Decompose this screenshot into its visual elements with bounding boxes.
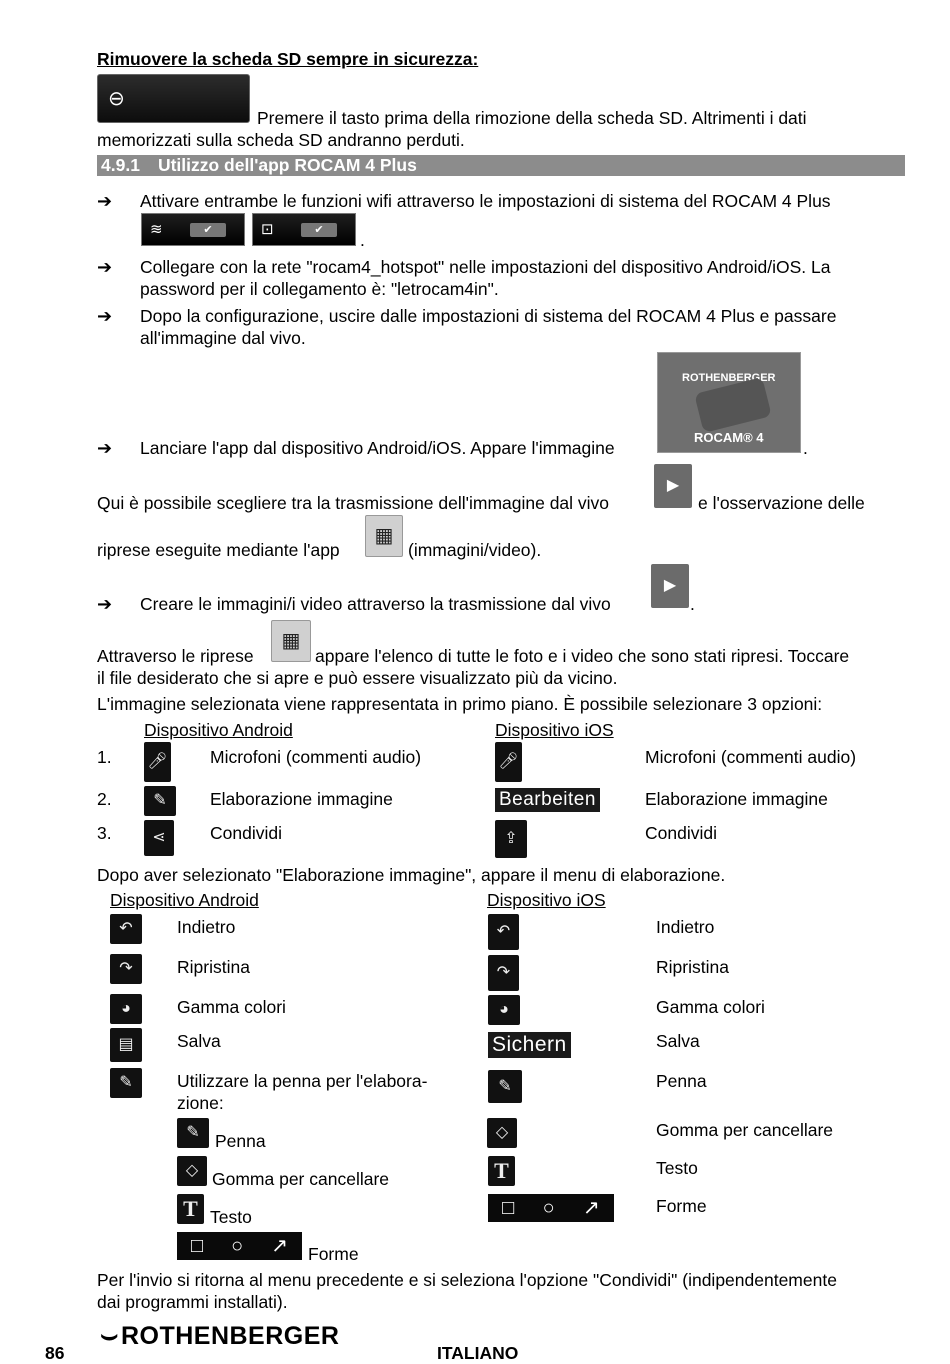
step1-text: Attivare entrambe le funzioni wifi attraverso le impostazioni di sistema del ROCAM 4 Plus <box>140 191 831 211</box>
step4-end: . <box>803 438 808 458</box>
ios-shapes-label: Forme <box>656 1196 707 1216</box>
save-icon[interactable]: ▤ <box>110 1028 142 1062</box>
sd-heading: Rimuovere la scheda SD sempre in sicurezza: <box>97 49 479 69</box>
android-sub-pen-label: Penna <box>215 1131 266 1151</box>
selection-text: L'immagine selezionata viene rappresentata in primo piano. È possibile selezionare 3 opzioni: <box>97 694 823 714</box>
step2-text-2: password per il collegamento è: "letrocam4in". <box>140 279 499 299</box>
arrow-icon: ➔ <box>97 594 113 614</box>
redo-icon[interactable]: ↷ <box>488 955 519 991</box>
check-icon: ✔ <box>301 223 337 237</box>
gallery-icon[interactable]: ▦ <box>365 515 403 557</box>
sd-text-2: memorizzati sulla scheda SD andranno perduti. <box>97 130 465 150</box>
recordings-text-c: il file desiderato che si apre e può essere visualizzato più da vicino. <box>97 668 618 688</box>
live-view-icon[interactable]: ▶ <box>651 564 689 608</box>
ios-save-label: Salva <box>656 1031 700 1051</box>
arrow-icon: ➔ <box>97 191 113 211</box>
pencil-icon[interactable]: ✎ <box>144 786 176 816</box>
choice-text-a: Qui è possibile scegliere tra la trasmissione dell'immagine dal vivo <box>97 493 610 513</box>
row-number: 2. <box>97 789 112 809</box>
android-mic-label: Microfoni (commenti audio) <box>210 747 422 767</box>
text-tool-icon[interactable]: T <box>488 1156 515 1186</box>
shapes-toolbar[interactable] <box>177 1232 302 1260</box>
android-save-label: Salva <box>177 1031 221 1051</box>
step4-text: Lanciare l'app dal dispositivo Android/iOS. Appare l'immagine <box>140 438 615 458</box>
android-colors-label: Gamma colori <box>177 997 286 1017</box>
table1-android-header: Dispositivo Android <box>144 720 293 740</box>
redo-icon[interactable]: ↷ <box>110 954 142 984</box>
eraser-icon[interactable]: ◇ <box>177 1156 207 1186</box>
palette-icon[interactable]: ◕ <box>488 995 520 1025</box>
shapes-toolbar[interactable] <box>488 1194 614 1222</box>
sd-eject-button[interactable] <box>97 74 250 123</box>
after-edit-text: Dopo aver selezionato "Elaborazione immagine", appare il menu di elaborazione. <box>97 865 726 885</box>
wifi-icon: ≋ <box>150 220 163 238</box>
ios-colors-label: Gamma colori <box>656 997 765 1017</box>
camera-wifi-toggle[interactable] <box>252 213 356 246</box>
pen-icon[interactable]: ✎ <box>488 1070 522 1103</box>
rothenberger-logo <box>100 1319 340 1350</box>
choice-text-d: (immagini/video). <box>408 540 542 560</box>
recordings-text-b: appare l'elenco di tutte le foto e i video che sono stati ripresi. Toccare <box>315 646 850 666</box>
arrow-shape-icon[interactable]: ↗ <box>583 1197 600 1219</box>
ios-share-label: Condividi <box>645 823 717 843</box>
text-tool-icon[interactable]: T <box>177 1194 204 1224</box>
android-redo-label: Ripristina <box>177 957 250 977</box>
choice-text-c: riprese eseguite mediante l'app <box>97 540 340 560</box>
arrow-icon: ➔ <box>97 306 113 326</box>
step5-text: Creare le immagini/i video attraverso la trasmissione dal vivo <box>140 594 611 614</box>
ios-edit-button[interactable]: Bearbeiten <box>495 788 600 812</box>
section-number: 4.9.1 <box>101 155 140 175</box>
ios-edit-label: Elaborazione immagine <box>645 789 828 809</box>
eraser-icon[interactable]: ◇ <box>487 1118 517 1148</box>
step3-text-2: all'immagine dal vivo. <box>140 328 306 348</box>
final-text-1: Per l'invio si ritorna al menu precedente e si seleziona l'opzione "Condividi" (indipendentemente <box>97 1270 837 1290</box>
camera-wifi-icon: ⊡ <box>261 220 274 238</box>
page-number: 86 <box>45 1343 65 1363</box>
undo-icon[interactable]: ↶ <box>110 914 142 944</box>
pencil-icon[interactable]: ✎ <box>110 1068 142 1098</box>
arrow-icon: ➔ <box>97 257 113 277</box>
undo-icon[interactable]: ↶ <box>488 914 519 950</box>
step5-end: . <box>690 594 695 614</box>
microphone-icon[interactable]: 🎤︎ <box>495 742 522 782</box>
microphone-icon[interactable]: 🎤︎ <box>144 742 171 782</box>
wifi-toggle[interactable] <box>141 213 245 246</box>
android-pen-label-1: Utilizzare la penna per l'elabora- <box>177 1071 428 1091</box>
android-sub-shapes-label: Forme <box>308 1244 359 1264</box>
logo-text: ROTHENBERGER <box>120 1322 340 1350</box>
ios-save-button[interactable]: Sichern <box>488 1032 571 1058</box>
ios-mic-label: Microfoni (commenti audio) <box>645 747 857 767</box>
square-icon[interactable]: □ <box>191 1235 204 1257</box>
ios-text-label: Testo <box>656 1158 698 1178</box>
row-number: 1. <box>97 747 112 767</box>
android-sub-text-label: Testo <box>210 1207 252 1227</box>
android-sub-eraser-label: Gomma per cancellare <box>212 1169 390 1189</box>
check-icon: ✔ <box>190 223 226 237</box>
app-splash-image <box>657 352 801 453</box>
android-edit-label: Elaborazione immagine <box>210 789 393 809</box>
share-up-icon[interactable]: ⇪ <box>495 820 527 858</box>
row-number: 3. <box>97 823 112 843</box>
square-icon[interactable]: □ <box>502 1197 515 1219</box>
ios-redo-label: Ripristina <box>656 957 729 977</box>
pen-icon[interactable]: ✎ <box>177 1118 209 1148</box>
table2-ios-header: Dispositivo iOS <box>487 890 606 910</box>
final-text-2: dai programmi installati). <box>97 1292 288 1312</box>
footer-language: ITALIANO <box>437 1343 519 1363</box>
android-back-label: Indietro <box>177 917 236 937</box>
logo-swoosh-icon: ⌣ <box>100 1319 119 1350</box>
sd-eject-icon: ⊖ <box>108 87 125 110</box>
ios-pen-label: Penna <box>656 1071 707 1091</box>
ios-eraser-label: Gomma per cancellare <box>656 1120 834 1140</box>
live-view-icon[interactable]: ▶ <box>654 464 692 508</box>
share-icon[interactable]: ⋖ <box>144 820 174 856</box>
circle-icon[interactable]: ○ <box>542 1197 555 1219</box>
circle-icon[interactable]: ○ <box>231 1235 244 1257</box>
splash-brand: ROTHENBERGER <box>682 372 776 384</box>
section-title: Utilizzo dell'app ROCAM 4 Plus <box>157 155 417 175</box>
step2-text-1: Collegare con la rete "rocam4_hotspot" nelle impostazioni del dispositivo Android/iOS. La <box>140 257 831 277</box>
splash-model: ROCAM® 4 <box>694 430 764 445</box>
arrow-icon: ➔ <box>97 438 113 458</box>
palette-icon[interactable]: ◕ <box>110 994 142 1024</box>
ios-back-label: Indietro <box>656 917 715 937</box>
android-share-label: Condividi <box>210 823 282 843</box>
table1-ios-header: Dispositivo iOS <box>495 720 614 740</box>
choice-text-b: e l'osservazione delle <box>698 493 865 513</box>
step1-end: . <box>360 230 365 250</box>
android-pen-label-2: zione: <box>177 1093 224 1113</box>
recordings-text-a: Attraverso le riprese <box>97 646 254 666</box>
sd-text-1: Premere il tasto prima della rimozione della scheda SD. Altrimenti i dati <box>257 108 807 128</box>
gallery-icon[interactable]: ▦ <box>271 620 311 662</box>
step3-text-1: Dopo la configurazione, uscire dalle impostazioni di sistema del ROCAM 4 Plus e passare <box>140 306 837 326</box>
section-heading <box>97 155 905 176</box>
table2-android-header: Dispositivo Android <box>110 890 259 910</box>
arrow-shape-icon[interactable]: ↗ <box>271 1235 288 1257</box>
